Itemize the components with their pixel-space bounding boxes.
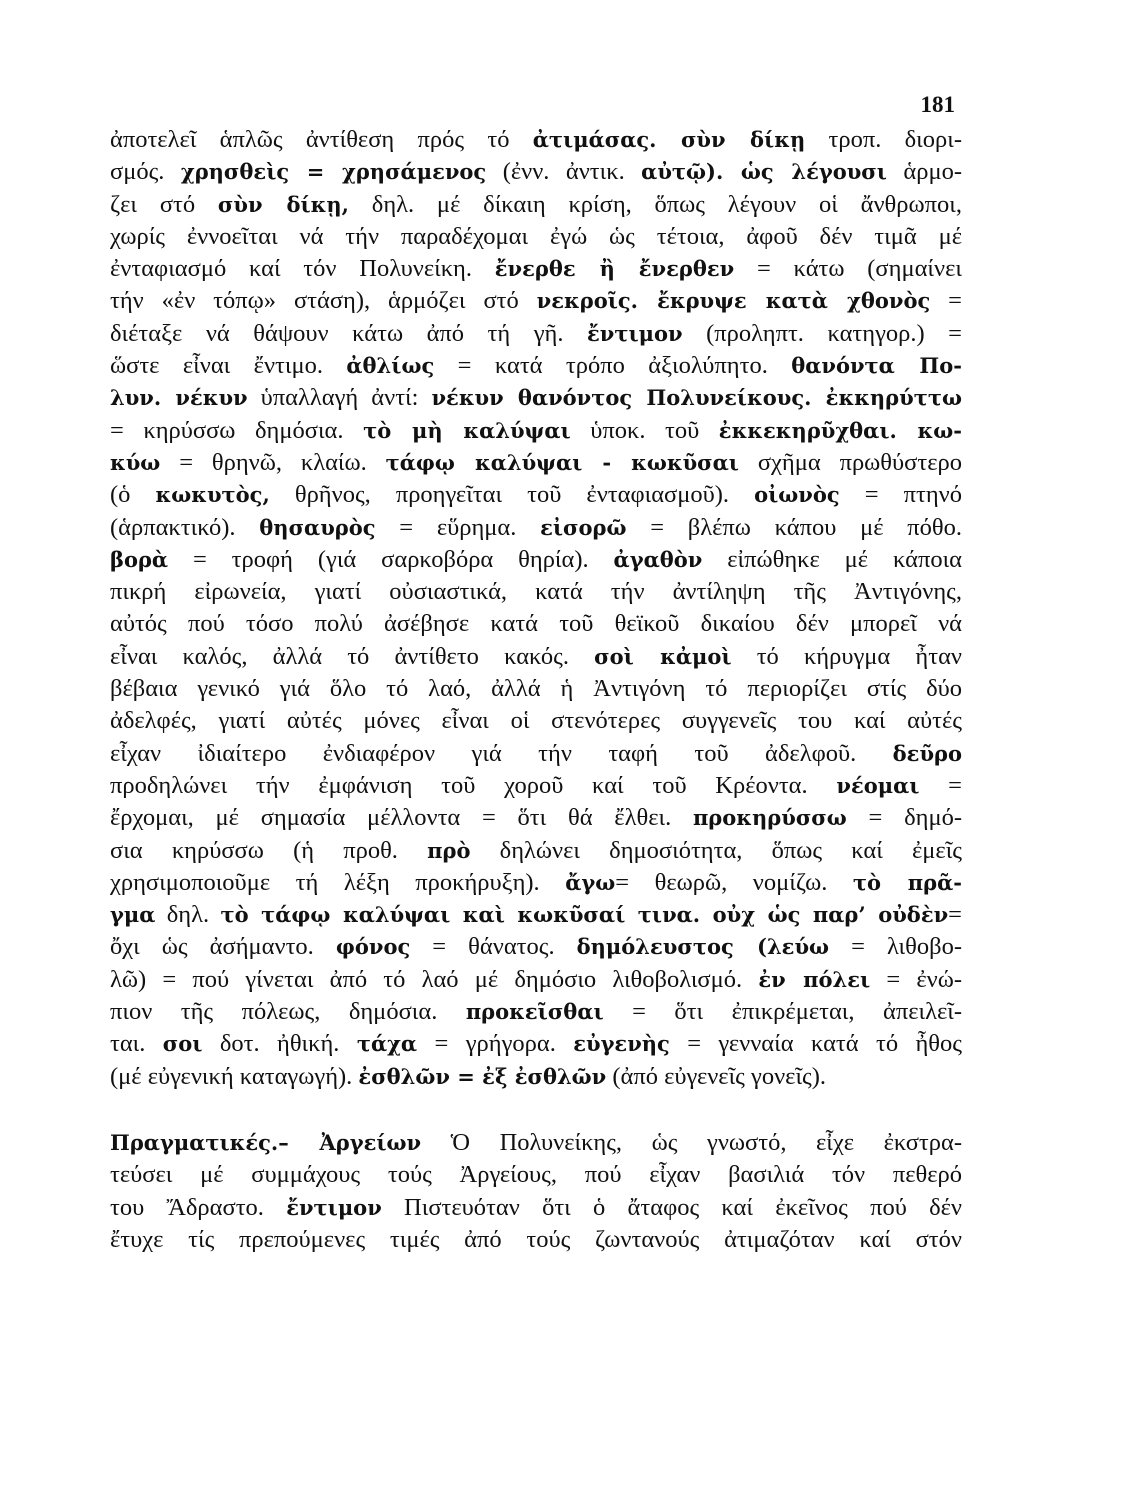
page-number: 181 [920,92,955,117]
gloss-text: σια κηρύσσω (ἡ προθ. [110,836,428,864]
paragraph-2-pragmatikes [110,1127,962,1256]
gloss-text: ὄχι ὡς ἀσήμαντο. [110,933,336,961]
gloss-text: προδηλώνει τήν ἐμφάνιση τοῦ χοροῦ καί τοῦ Κρέοντα. [110,771,837,799]
gloss-text: Ὁ Πολυνείκης, ὡς γνωστό, εἶχε ἐκστρα- [421,1128,962,1156]
gloss-text: (ἀπό εὐγενεῖς γονεῖς). [606,1062,827,1090]
gloss-text: τήν «ἐν τόπῳ» στάση), ἁρμόζει στό [110,287,537,315]
text-line [110,738,962,770]
lemma-term: Πραγματικές.– Ἀργείων [110,1129,422,1155]
text-line [110,124,962,156]
lemma-term: ἀθλίως [346,353,435,379]
gloss-text: = θεωρῶ, νομίζω. [615,868,853,896]
lemma-term: ἔντιμον [286,1194,382,1220]
gloss-text: = λιθοβο- [829,933,962,961]
gloss-text: ἐνταφιασμό καί τόν Πολυνείκη. [110,255,495,283]
gloss-text: ζει στό [110,190,218,218]
paragraph-1 [110,124,962,1093]
gloss-text: τροπ. διορι- [805,126,962,153]
text-line [110,479,962,511]
text-line [110,899,962,931]
lemma-term: τὸ πρᾶ- [852,869,962,895]
gloss-text: = θρηνῶ, κλαίω. [160,448,386,476]
text-line [110,641,962,673]
gloss-text: (προληπτ. κατηγορ.) = [682,319,962,347]
gloss-text: ται. [110,1030,163,1058]
lemma-term: προκηρύσσω [692,805,847,831]
lemma-term: οἰωνὸς [754,482,840,508]
lemma-term: ἐσθλῶν = ἐξ ἐσθλῶν [358,1063,607,1089]
text-line [110,705,962,737]
text-line [110,1061,962,1093]
gloss-text: = βλέπω κάπου μέ πόθο. [626,513,962,541]
lemma-term: εἰσορῶ [540,514,627,540]
gloss-text: δηλ. μέ δίκαιη κρίση, ὅπως λέγουν οἱ ἄνθρωποι, [349,190,962,218]
gloss-text: = δημό- [846,804,962,832]
text-line [110,802,962,834]
gloss-text: βέβαια γενικό γιά ὅλο τό λαό, ἀλλά ἡ Ἀντιγόνη τό περιορίζει στίς δύο [110,675,962,703]
gloss-text: (μέ εὐγενική καταγωγή). [110,1062,359,1090]
text-line [110,1127,962,1159]
gloss-text: = γενναία κατά τό ἦθος [669,1030,962,1058]
gloss-text: Πιστευόταν ὅτι ὁ ἄταφος καί ἐκεῖνος πού δέν [381,1193,962,1221]
lemma-term: ἐκκεκηρῦχθαι. κω- [718,417,962,443]
gloss-text: ὑποκ. τοῦ [570,416,719,444]
gloss-text: χρησιμοποιοῦμε τή λέξη προκήρυξη). [110,868,566,896]
gloss-text: = πτηνό [839,481,962,509]
lemma-term: βορὰ [110,546,169,572]
lemma-term: ἄγω [565,869,616,895]
gloss-text: = ὅτι ἐπικρέμεται, ἀπειλεῖ- [603,998,962,1026]
lemma-term: χρησθεὶς = χρησάμενος [180,159,487,185]
gloss-text: = εὕρημα. [375,513,541,541]
lemma-term: δεῦρο [892,740,962,766]
lemma-term: δημόλευστος (λεύω [576,934,830,960]
lemma-term: τὸ μὴ καλύψαι [363,417,571,443]
gloss-text: = τροφή (γιά σαρκοβόρα θηρία). [168,545,614,573]
gloss-text: σχῆμα πρωθύστερο [738,448,962,476]
text-line [110,350,962,382]
text-line [110,835,962,867]
lemma-term: ἔνερθε ἢ ἔνερθεν [494,256,735,282]
lemma-term: κύω [110,449,161,475]
gloss-text: (ἐνν. ἀντικ. [486,158,642,186]
commentary-text [110,124,962,1256]
gloss-text: τό κήρυγμα ἦταν [731,642,962,670]
gloss-text: = [930,287,962,315]
lemma-term: νέκυν θανόντος Πολυνείκους. ἐκκηρύττω [431,385,962,411]
lemma-term: σοὶ κἀμοὶ [594,643,732,669]
lemma-term: νεκροῖς. ἔκρυψε κατὰ χθονὸς [536,288,931,314]
gloss-text: εἶχαν ἰδιαίτερο ἐνδιαφέρον γιά τήν ταφή τοῦ ἀδελφοῦ. [110,739,893,767]
lemma-term: προκεῖσθαι [465,999,604,1025]
gloss-text: ὥστε εἶναι ἔντιμο. [110,352,347,380]
text-line [110,382,962,414]
text-line [110,608,962,640]
text-line [110,867,962,899]
gloss-text: θρῆνος, προηγεῖται τοῦ ἐνταφιασμοῦ). [269,481,755,509]
lemma-term: νέομαι [836,772,920,798]
lemma-term: σὺν δίκῃ, [217,191,349,217]
gloss-text: εἰπώθηκε μέ κάποια [702,545,962,573]
lemma-term: πρὸ [427,837,471,863]
text-line [110,1028,962,1060]
text-line [110,770,962,802]
text-line [110,415,962,447]
text-line [110,673,962,705]
gloss-text: = γρήγορα. [417,1030,574,1058]
lemma-term: σοι [162,1031,203,1057]
gloss-text: = κάτω (σημαίνει [734,255,962,283]
gloss-text: = θάνατος. [410,933,577,961]
text-line [110,544,962,576]
gloss-text: = κηρύσσω δημόσια. [110,416,364,444]
gloss-text: τεύσει μέ συμμάχους τούς Ἀργείους, πού εἶχαν βασιλιά τόν πεθερό [110,1161,962,1189]
text-line [110,156,962,188]
text-line [110,253,962,285]
gloss-text: ἔρχομαι, μέ σημασία μέλλοντα = ὅτι θά ἔλθει. [110,804,693,832]
gloss-text: λῶ) = πού γίνεται ἀπό τό λαό μέ δημόσιο λιθοβολισμό. [110,965,759,993]
lemma-term: ἔντιμον [587,320,683,346]
gloss-text: = [948,901,962,929]
paragraph-gap [110,1093,962,1127]
gloss-text: του Ἄδραστο. [110,1193,287,1221]
text-line [110,221,962,253]
text-line [110,285,962,317]
lemma-term: φόνος [335,934,411,960]
gloss-text: = ἐνώ- [870,965,962,993]
text-line [110,964,962,996]
text-line [110,996,962,1028]
lemma-term: εὐγενὴς [573,1031,670,1057]
lemma-term: γμα [110,902,156,928]
gloss-text: ἀποτελεῖ ἁπλῶς ἀντίθεση πρός τό [110,126,533,153]
lemma-term: τὸ τάφῳ καλύψαι καὶ κωκῦσαί τινα. οὐχ ὡς παρ’ οὐδὲν [220,902,949,928]
text-line [110,447,962,479]
gloss-text: ἔτυχε τίς πρεπούμενες τιμές ἀπό τούς ζωντανούς ἀτιμαζόταν καί στόν [110,1225,962,1253]
gloss-text: δοτ. ἠθική. [202,1030,357,1058]
gloss-text: δηλ. [155,901,221,929]
text-line [110,318,962,350]
lemma-term: ἀγαθὸν [613,546,703,572]
lemma-term: ἀτιμάσας. σὺν δίκῃ [532,127,806,152]
gloss-text: διέταξε νά θάψουν κάτω ἀπό τή γῆ. [110,319,588,347]
text-line [110,1159,962,1191]
gloss-text: δηλώνει δημοσιότητα, ὅπως καί ἐμεῖς [470,836,962,864]
gloss-text: ἁρμο- [886,158,962,186]
lemma-term: ἐν πόλει [758,966,871,992]
text-line [110,189,962,221]
text-line [110,576,962,608]
lemma-term: λυν. νέκυν [110,385,248,411]
text-line [110,1224,962,1256]
lemma-term: θησαυρὸς [259,514,376,540]
gloss-text: αὐτός πού τόσο πολύ ἀσέβησε κατά τοῦ θεϊκοῦ δικαίου δέν μπορεῖ νά [110,610,962,638]
text-line [110,931,962,963]
gloss-text: εἶναι καλός, ἀλλά τό ἀντίθετο κακός. [110,642,595,670]
gloss-text: (ὁ [110,481,156,509]
lemma-term: τάφῳ καλύψαι - κωκῦσαι [385,449,739,475]
gloss-text: ὑπαλλαγή ἀντί: [247,384,432,412]
lemma-term: κωκυτὸς, [155,482,270,508]
gloss-text: σμός. [110,158,181,186]
lemma-term: τάχα [356,1031,418,1057]
lemma-term: αὐτῷ). ὡς λέγουσι [641,159,887,185]
gloss-text: = [919,771,962,799]
gloss-text: = κατά τρόπο ἀξιολύπητο. [434,352,792,380]
gloss-text: πικρή εἰρωνεία, γιατί οὐσιαστικά, κατά τήν ἀντίληψη τῆς Ἀντιγόνης, [110,578,962,606]
gloss-text: (ἁρπακτικό). [110,513,260,541]
gloss-text: πιον τῆς πόλεως, δημόσια. [110,998,466,1026]
text-line [110,512,962,544]
lemma-term: θανόντα Πο- [791,353,962,379]
text-line [110,1192,962,1224]
gloss-text: ἀδελφές, γιατί αὐτές μόνες εἶναι οἱ στενότερες συγγενεῖς του καί αὐτές [110,707,962,735]
gloss-text: χωρίς ἐννοεῖται νά τήν παραδέχομαι ἐγώ ὡς τέτοια, ἀφοῦ δέν τιμᾶ μέ [110,222,962,250]
